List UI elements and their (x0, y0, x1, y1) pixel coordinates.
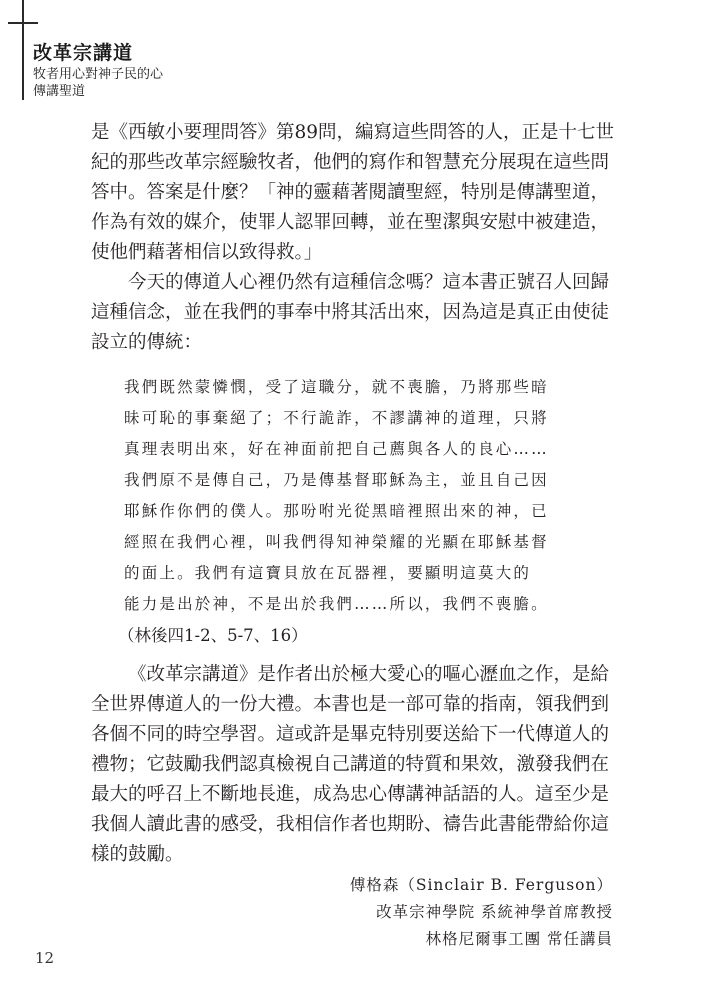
text-line: 是《西敏小要理問答》第89問，編寫這些問答的人，正是十七世 (91, 122, 615, 143)
text-line: 樣的鼓勵。 (91, 844, 184, 865)
quote-line: 我們原不是傳自己，乃是傳基督耶穌為主，並且自己因 (124, 471, 549, 489)
quote-reference: （林後四1-2、5-7、16） (118, 626, 308, 645)
text-line: 我個人讀此書的感受，我相信作者也期盼、禱告此書能帶給你這 (91, 814, 610, 835)
text-line: 設立的傳統： (91, 332, 203, 353)
text-line: 全世界傳道人的一份大禮。本書也是一部可靠的指南，領我們到 (91, 694, 610, 715)
running-header-subtitle-2: 傳講聖道 (33, 84, 86, 99)
quote-line: 能力是出於神，不是出於我們……所以，我們不喪膽。 (124, 595, 549, 613)
text-line: 紀的那些改革宗經驗牧者，他們的寫作和智慧充分展現在這些問 (91, 152, 610, 173)
paragraph-1 (91, 118, 626, 268)
text-line: 使他們藉著相信以致得救。」 (91, 242, 323, 263)
paragraph-2 (91, 268, 626, 358)
page-number: 12 (35, 949, 55, 967)
running-header-title: 改革宗講道 (33, 42, 134, 64)
quote-line: 真理表明出來，好在神面前把自己薦與各人的良心…… (124, 440, 549, 458)
signature-block (350, 872, 613, 953)
quote-line: 我們既然蒙憐憫，受了這職分，就不喪膽，乃將那些暗 (124, 378, 549, 396)
cross-vertical-bar (22, 0, 24, 100)
text-line: 最大的呼召上不斷地長進，成為忠心傳講神話語的人。這至少是 (91, 784, 610, 805)
signature-title-1: 改革宗神學院 系統神學首席教授 (376, 903, 613, 921)
quote-line: 經照在我們心裡，叫我們得知神榮耀的光顯在耶穌基督 (124, 533, 549, 551)
text-line: 這種信念，並在我們的事奉中將其活出來，因為這是真正由使徒 (91, 302, 610, 323)
cross-horizontal-bar (8, 22, 38, 24)
scripture-quote (118, 372, 594, 651)
text-line: 作為有效的媒介，使罪人認罪回轉，並在聖潔與安慰中被建造， (91, 212, 610, 233)
signature-title-2: 林格尼爾事工團 常任講員 (425, 930, 613, 948)
text-line: 禮物；它鼓勵我們認真檢視自己講道的特質和果效，激發我們在 (91, 754, 610, 775)
quote-line: 的面上。我們有這寶貝放在瓦器裡，要顯明這莫大的 (124, 564, 532, 582)
quote-line: 昧可恥的事棄絕了；不行詭詐，不謬講神的道理，只將 (124, 409, 549, 427)
signature-name: 傅格森（Sinclair B. Ferguson） (349, 876, 613, 894)
paragraph-3 (91, 660, 626, 870)
text-line: 《改革宗講道》是作者出於極大愛心的嘔心瀝血之作，是給 (128, 664, 610, 685)
text-line: 今天的傳道人心裡仍然有這種信念嗎？這本書正號召人回歸 (128, 272, 610, 293)
text-line: 答中。答案是什麼？「神的靈藉著閱讀聖經，特別是傳講聖道， (91, 182, 610, 203)
text-line: 各個不同的時空學習。這或許是畢克特別要送給下一代傳道人的 (91, 724, 610, 745)
quote-line: 耶穌作你們的僕人。那吩咐光從黑暗裡照出來的神，已 (124, 502, 549, 520)
running-header-subtitle-1: 牧者用心對神子民的心 (33, 67, 164, 82)
